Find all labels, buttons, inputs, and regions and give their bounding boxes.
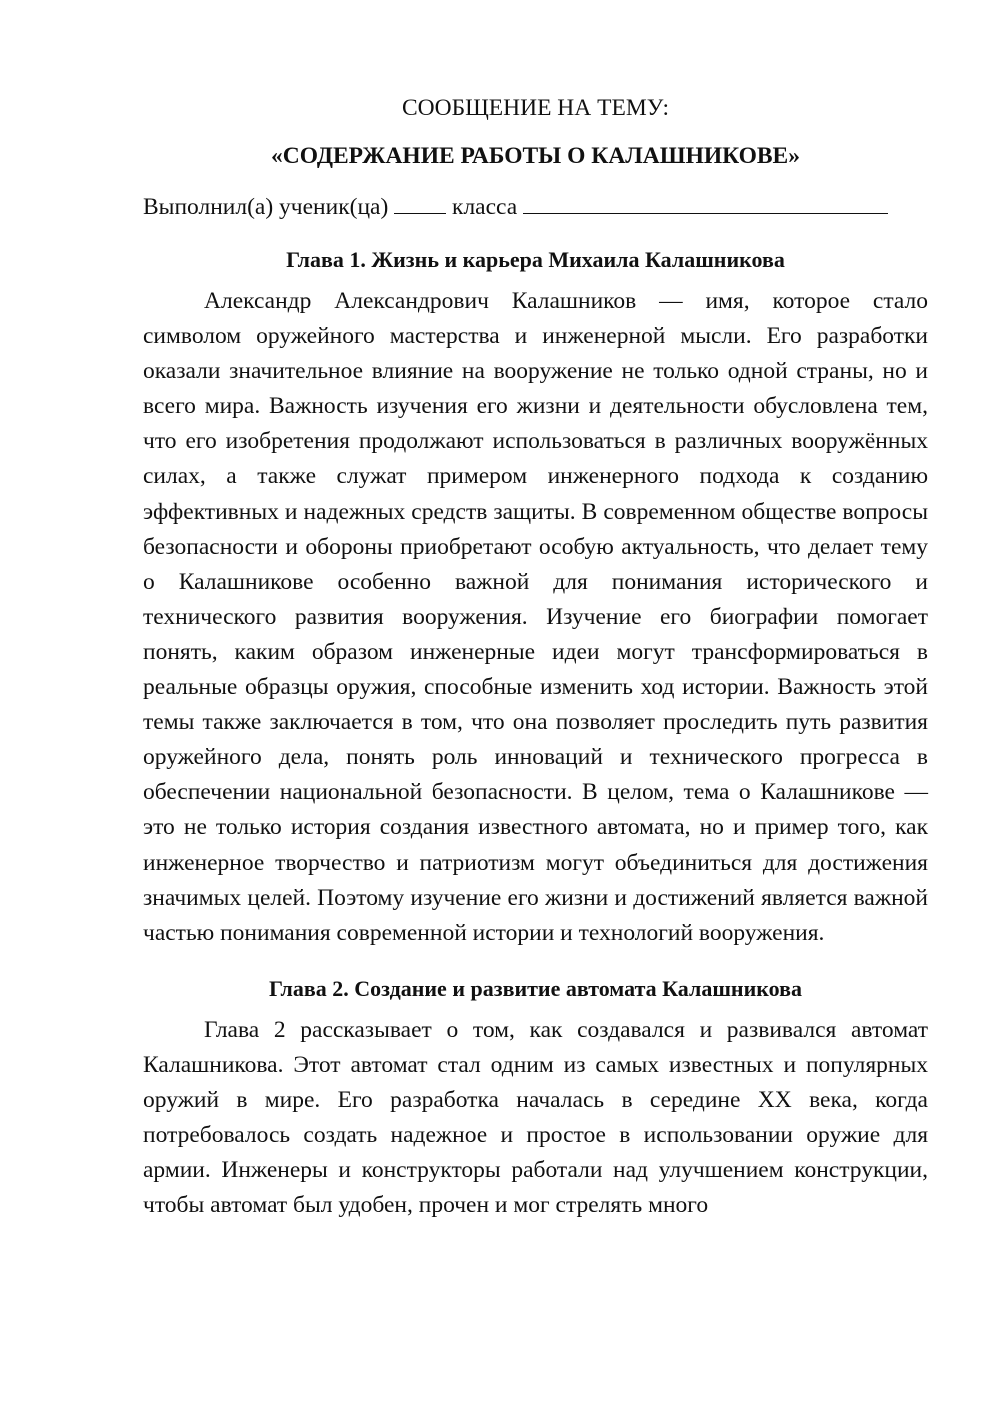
chapter-1-paragraph: Александр Александрович Калашников — имя, которое стало символом оружейного мастерства и инженерной мысли. Его разработки оказали значительное влияние на вооружение не только одной страны, но и всего мира. Важность изучения его жизни и деятельности обусловлена тем, что его изобретения продолжают использоваться в различных вооружённых силах, а также служат примером инженерного подхода к созданию эффективных и надежных средств защиты. В современном обществе вопросы безопасности и обороны приобретают особую актуальность, что делает тему о Калашникове особенно важной для понимания исторического и технического развития вооружения. Изучение его биографии помогает понять, каким образом инженерные идеи могут трансформироваться в реальные образцы оружия, способные изменить ход истории. Важность этой темы также заключается в том, что она позволяет проследить путь развития оружейного дела, понять роль инноваций и технического прогресса в обеспечении национальной безопасности. В целом, тема о Калашникове — это не только история создания известного автомата, но и пример того, как инженерное творчество и патриотизм могут объединиться для достижения значимых целей. Поэтому изучение его жизни и достижений является важной частью понимания современной истории и технологий вооружения. xyxy=(143,288,928,946)
chapter-2-heading: Глава 2. Создание и развитие автомата Калашникова xyxy=(269,975,802,1001)
performed-by-label: Выполнил(а) ученик(ца) xyxy=(143,194,389,220)
chapter-1-heading: Глава 1. Жизнь и карьера Михаила Калашникова xyxy=(286,247,785,272)
chapter-2-paragraph: Глава 2 рассказывает о том, как создавался и развивался автомат Калашникова. Этот автомат стал одним из самых известных и популярных оружий в мире. Его разработка началась в середине XX века, когда потребовалось создать надежное и простое в использовании оружие для армии. Инженеры и конструкторы работали над улучшением конструкции, чтобы автомат был удобен, прочен и мог стрелять много xyxy=(143,1016,928,1219)
author-line xyxy=(143,192,928,222)
class-word-label: класса xyxy=(452,194,518,220)
document-subtitle: «СОДЕРЖАНИЕ РАБОТЫ О КАЛАШНИКОВЕ» xyxy=(271,143,800,169)
class-number-blank xyxy=(394,192,446,214)
student-name-blank xyxy=(523,192,888,214)
document-page xyxy=(143,93,928,1223)
document-title: СООБЩЕНИЕ НА ТЕМУ: xyxy=(401,95,670,121)
